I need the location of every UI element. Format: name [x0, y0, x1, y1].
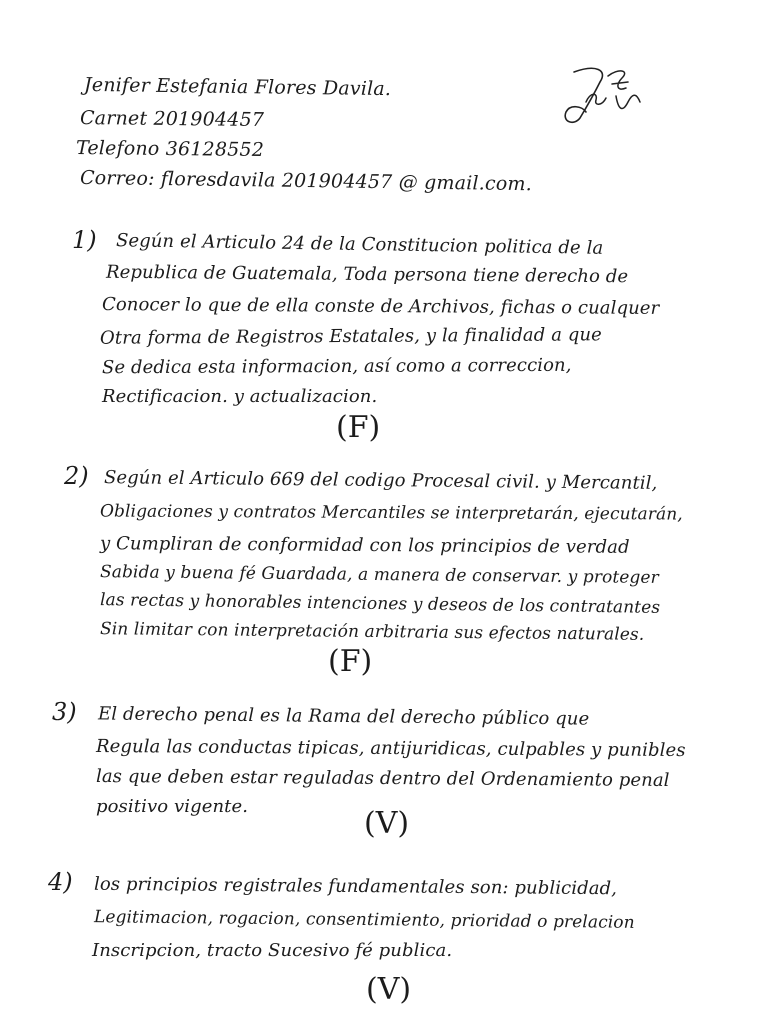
question-3-line-4: positivo vigente. — [96, 796, 249, 817]
question-4-line-2: Legitimacion, rogacion, consentimiento, prioridad o prelacion — [93, 907, 635, 933]
question-1-line-2: Republica de Guatemala, Toda persona tiene derecho de — [105, 261, 629, 288]
question-2-line-3: y Cumpliran de conformidad con los principios de verdad — [99, 533, 630, 558]
question-1-line-5: Se dedica esta informacion, así como a correccion, — [101, 354, 572, 379]
question-2-line-2: Obligaciones y contratos Mercantiles se interpretarán, ejecutarán, — [99, 501, 683, 525]
question-2-line-6: Sin limitar con interpretación arbitraria sus efectos naturales. — [99, 619, 645, 645]
question-3-line-3: las que deben estar reguladas dentro del Ordenamiento penal — [95, 765, 670, 792]
question-2-line-1: Según el Articulo 669 del codigo Procesal civil. y Mercantil, — [103, 467, 658, 494]
question-4-number: 4) — [48, 868, 73, 896]
question-4-answer: (V) — [366, 972, 412, 1007]
question-1-line-1: Según el Articulo 24 de la Constitucion politica de la — [115, 230, 604, 259]
question-2-line-5: las rectas y honorables intenciones y deseos de los contratantes — [99, 590, 661, 618]
signature-image — [556, 62, 648, 128]
question-2-line-4: Sabida y buena fé Guardada, a manera de conservar. y proteger — [99, 562, 659, 588]
question-1-answer: (F) — [336, 410, 381, 445]
question-3-number: 3) — [52, 698, 77, 726]
question-4-line-3: Inscripcion, tracto Sucesivo fé publica. — [92, 940, 453, 961]
student-email: Correo: floresdavila 201904457 @ gmail.com. — [79, 166, 533, 196]
question-1-number: 1) — [72, 226, 97, 254]
question-3-line-2: Regula las conductas tipicas, antijuridicas, culpables y punibles — [95, 735, 686, 762]
question-1-line-3: Conocer lo que de ella conste de Archivos, fichas o cualquer — [101, 294, 660, 319]
question-1-line-6: Rectificacion. y actualizacion. — [102, 386, 378, 407]
question-3-line-1: El derecho penal es la Rama del derecho público que — [97, 703, 590, 730]
student-phone: Telefono 36128552 — [75, 137, 265, 161]
question-2-number: 2) — [64, 462, 89, 490]
question-3-answer: (V) — [364, 806, 410, 841]
question-1-line-4: Otra forma de Registros Estatales, y la finalidad a que — [99, 324, 602, 349]
student-carnet: Carnet 201904457 — [79, 107, 265, 131]
question-2-answer: (F) — [328, 644, 373, 679]
student-name: Jenifer Estefania Flores Davila. — [83, 73, 392, 101]
question-4-line-1: los principios registrales fundamentales son: publicidad, — [93, 873, 618, 900]
